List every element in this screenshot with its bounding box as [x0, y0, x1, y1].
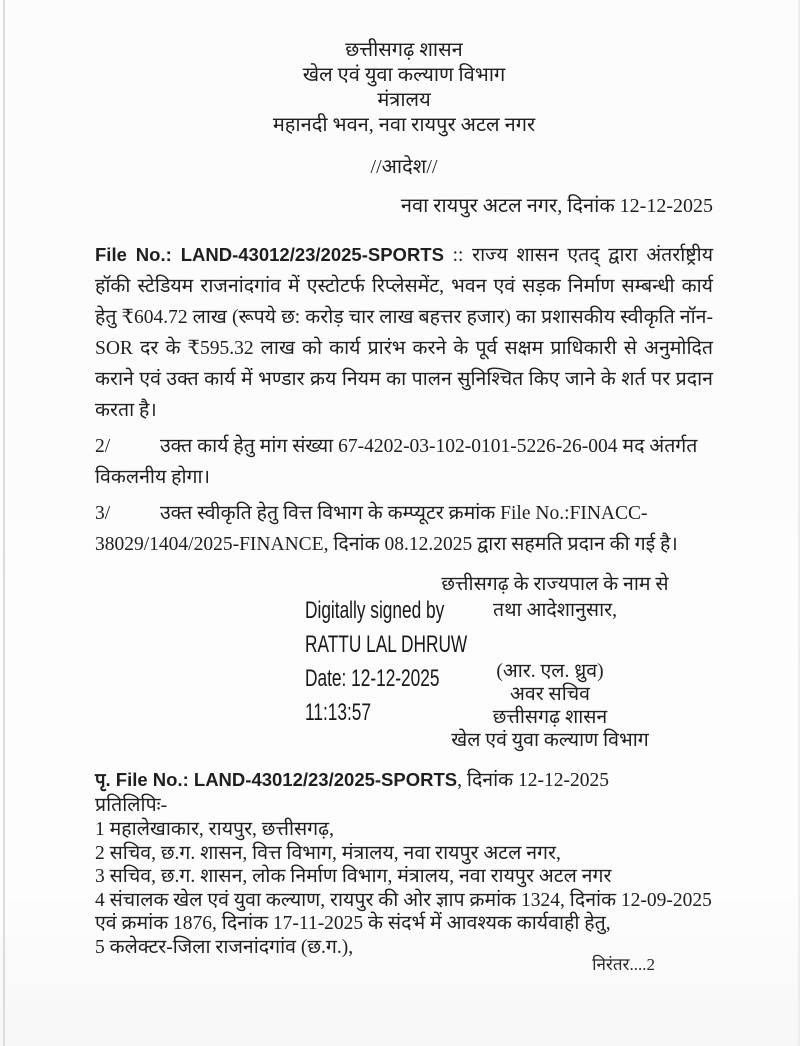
header-government-name: छत्तीसगढ़ शासन: [345, 39, 463, 61]
authority-line-2: तथा आदेशानुसार,: [492, 600, 617, 621]
document-content: [95, 38, 713, 975]
stamp-time: 11:13:57: [305, 699, 371, 726]
file-number: File No.: LAND-43012/23/2025-SPORTS: [95, 244, 444, 265]
copy-list: [95, 818, 713, 959]
paragraph-2-body: उक्त कार्य हेतु मांग संख्या 67-4202-03-102-0101-5226-26-004 मद अंतर्गत विकलनीय होगा।: [95, 436, 698, 488]
file-number-separator: ::: [443, 245, 473, 266]
stamp-line-1: Digitally signed by: [305, 597, 445, 624]
paragraph-3: [95, 498, 713, 560]
copy-list-item: 2 सचिव, छ.ग. शासन, वित्त विभाग, मंत्रालय, नवा रायपुर अटल नगर,: [95, 842, 561, 864]
signer-organization: छत्तीसगढ़ शासन: [492, 707, 608, 728]
endorsement-date: , दिनांक 12-12-2025: [457, 770, 610, 791]
place-date-line: नवा रायपुर अटल नगर, दिनांक 12-12-2025: [400, 195, 713, 217]
paragraph-1-body: राज्य शासन एतद् द्वारा अंतर्राष्ट्रीय हॉकी स्टेडियम राजनांदगांव में एस्टोटर्फ रिप्लेसमेंट, भवन एवं सड़क निर्माण सम्बन्धी कार्य हेतु ₹604.72 लाख (रूपये छ: करोड़ चार लाख बहत्तर हजार) का प्रशासकीय स्वीकृति नॉन-SOR दर के ₹595.32 लाख को कार्य प्रारंभ करने के पूर्व सक्षम प्राधिकारी से अनुमोदित कराने एवं उक्त कार्य में भण्डार क्रय नियम का पालन सुनिश्चित किए जाने के शर्त पर प्रदान करता है।: [95, 245, 714, 421]
header-department-name: खेल एवं युवा कल्याण विभाग: [302, 64, 506, 86]
paragraph-3-body: उक्त स्वीकृति हेतु वित्त विभाग के कम्प्यूटर क्रमांक File No.:FINACC-38029/1404/2025-FINANCE, दिनांक 08.12.2025 द्वारा सहमति प्रदान की गई है।: [95, 503, 678, 555]
copy-list-item: 1 महालेखाकार, रायपुर, छत्तीसगढ़,: [95, 819, 335, 840]
copy-list-item: 4 संचालक खेल एवं युवा कल्याण, रायपुर की ओर ज्ञाप क्रमांक 1324, दिनांक 12-09-2025 एवं क्रमांक 1876, दिनांक 17-11-2025 के संदर्भ में आवश्यक कार्यवाही हेतु,: [95, 889, 712, 934]
endorsement-line: [95, 767, 713, 793]
signer-name: (आर. एल. ध्रुव): [496, 661, 604, 682]
authority-line-1: छत्तीसगढ़ के राज्यपाल के नाम से: [441, 574, 669, 595]
endorsement-file-number: पृ. File No.: LAND-43012/23/2025-SPORTS: [95, 769, 458, 790]
order-title: //आदेश//: [370, 156, 438, 178]
paragraph-1: [95, 239, 713, 426]
header-ministry: मंत्रालय: [377, 89, 431, 111]
signer-department: खेल एवं युवा कल्याण विभाग: [451, 730, 649, 751]
authority-statement: [425, 572, 685, 624]
continuation-note: निरंतर....2: [592, 955, 655, 974]
stamp-date: Date: 12-12-2025: [305, 665, 440, 692]
copy-list-heading: प्रतिलिपिः-: [95, 795, 168, 816]
paragraph-2: [95, 431, 713, 493]
copy-list-item: 5 कलेक्टर-जिला राजनांदगांव (छ.ग.),: [95, 936, 354, 958]
signer-title: अवर सचिव: [509, 684, 591, 705]
signature-section: [95, 572, 713, 759]
stamp-signer-name: RATTU LAL DHRUW: [305, 631, 468, 658]
copy-list-item: 3 सचिव, छ.ग. शासन, लोक निर्माण विभाग, मंत्रालय, नवा रायपुर अटल नगर: [95, 866, 612, 887]
signer-block: [385, 660, 715, 752]
page-left-edge: [3, 0, 5, 1046]
header-address: महानदी भवन, नवा रायपुर अटल नगर: [272, 114, 536, 136]
paragraph-2-number: 2/: [95, 436, 111, 457]
paragraph-3-number: 3/: [95, 503, 111, 524]
